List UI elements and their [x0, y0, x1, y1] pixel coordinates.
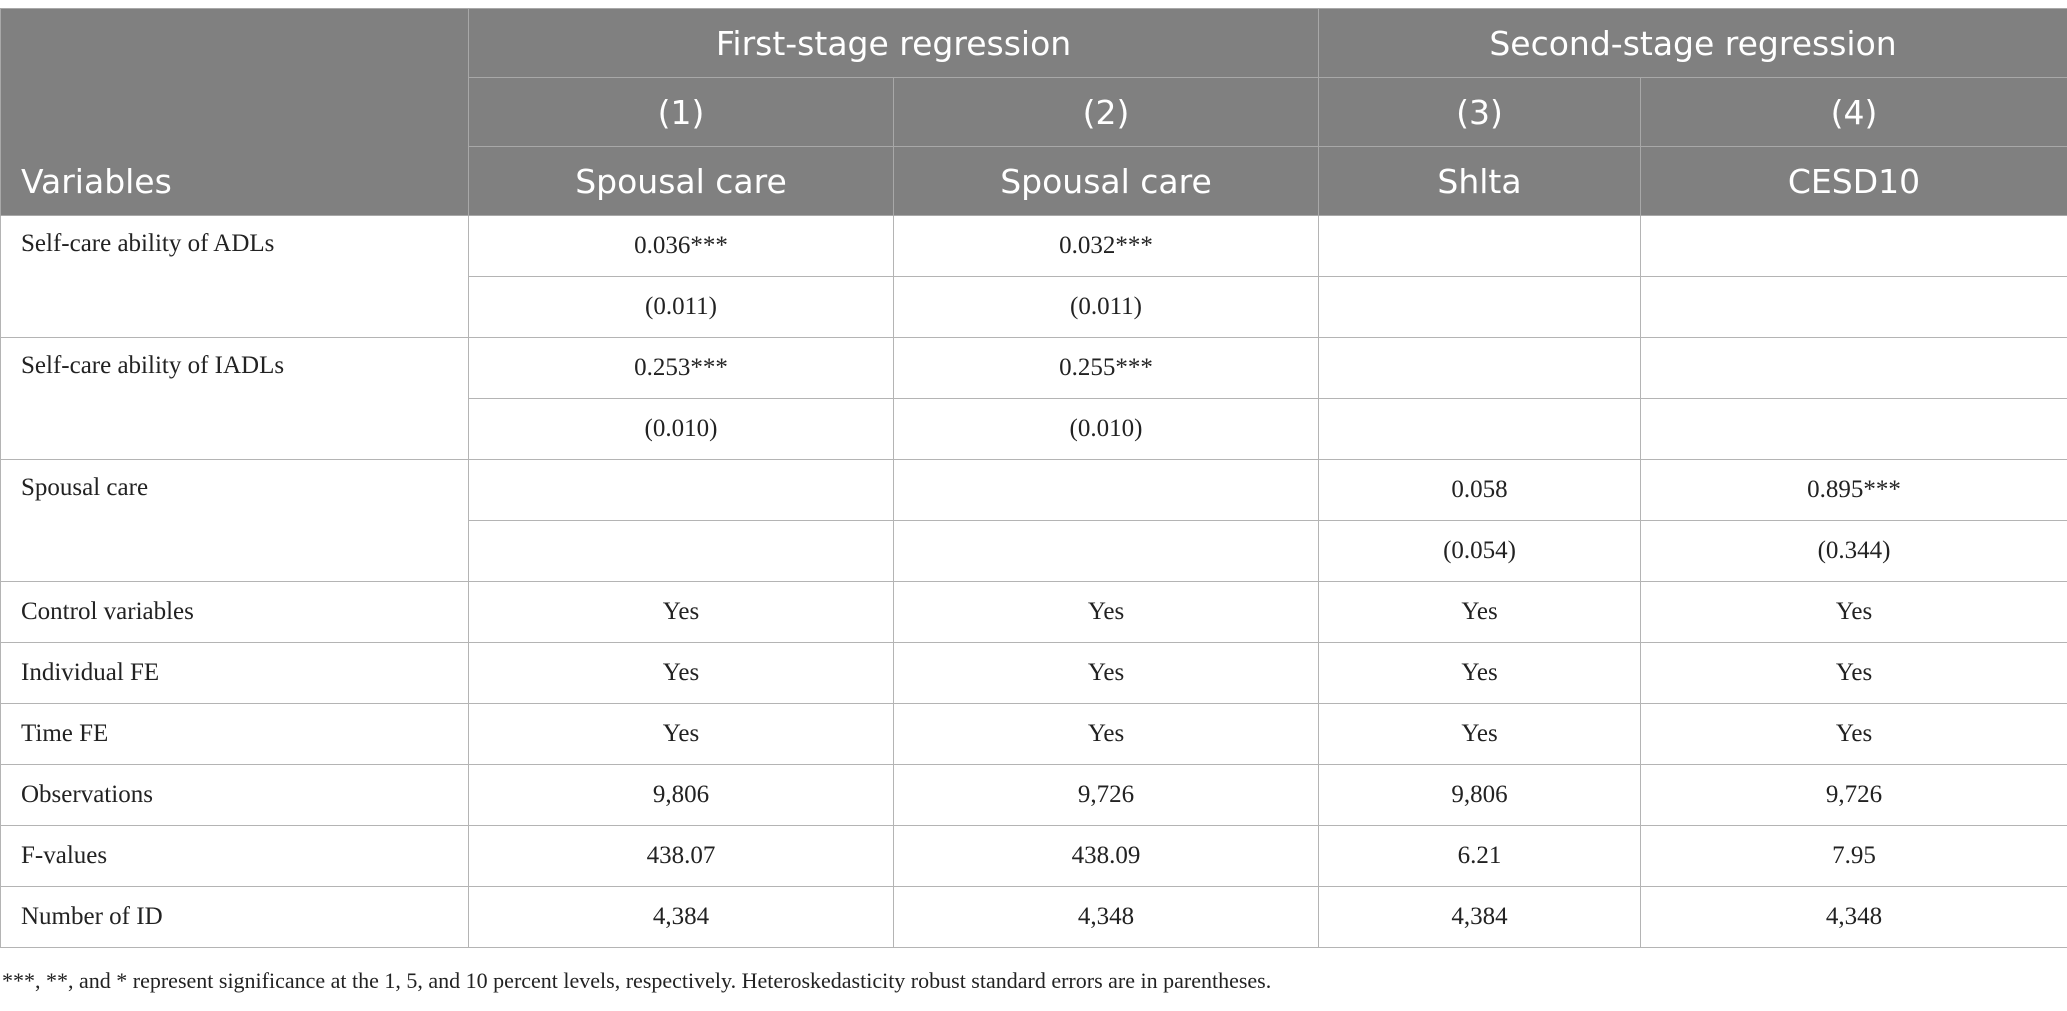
cell-iadl-se-4 [1641, 399, 2067, 460]
cell-obs-4: 9,726 [1641, 765, 2067, 826]
cell-adl-se-2: (0.011) [894, 277, 1319, 338]
table-row [1, 582, 2067, 643]
col-number-2: (2) [894, 78, 1319, 147]
row-label-number-of-id: Number of ID [1, 887, 469, 948]
cell-timefe-1: Yes [469, 704, 894, 765]
cell-indfe-4: Yes [1641, 643, 2067, 704]
first-stage-header: First-stage regression [469, 9, 1319, 78]
cell-spousal-coef-1 [469, 460, 894, 521]
cell-spousal-se-3: (0.054) [1319, 521, 1641, 582]
table-footnote: ***, **, and * represent significance at the 1, 5, and 10 percent levels, respectively. Heteroskedasticity robust standard errors are in parentheses. [2, 968, 1272, 993]
table-row [1, 887, 2067, 948]
cell-fval-3: 6.21 [1319, 826, 1641, 887]
cell-spousal-se-2 [894, 521, 1319, 582]
cell-spousal-coef-3: 0.058 [1319, 460, 1641, 521]
dep-var-1: Spousal care [469, 147, 894, 216]
cell-adl-coef-1: 0.036*** [469, 216, 894, 277]
row-label-controls: Control variables [1, 582, 469, 643]
cell-adl-se-3 [1319, 277, 1641, 338]
cell-obs-3: 9,806 [1319, 765, 1641, 826]
cell-controls-4: Yes [1641, 582, 2067, 643]
col-number-4: (4) [1641, 78, 2067, 147]
cell-iadl-coef-1: 0.253*** [469, 338, 894, 399]
cell-adl-coef-4 [1641, 216, 2067, 277]
cell-iadl-coef-3 [1319, 338, 1641, 399]
cell-nid-2: 4,348 [894, 887, 1319, 948]
table-row [1, 338, 2067, 399]
cell-iadl-se-1: (0.010) [469, 399, 894, 460]
cell-adl-se-1: (0.011) [469, 277, 894, 338]
table-header [1, 9, 2067, 216]
cell-iadl-coef-2: 0.255*** [894, 338, 1319, 399]
table-row [1, 216, 2067, 277]
table-row [1, 765, 2067, 826]
dep-var-2: Spousal care [894, 147, 1319, 216]
cell-spousal-se-1 [469, 521, 894, 582]
cell-timefe-3: Yes [1319, 704, 1641, 765]
cell-adl-coef-2: 0.032*** [894, 216, 1319, 277]
cell-timefe-4: Yes [1641, 704, 2067, 765]
cell-indfe-2: Yes [894, 643, 1319, 704]
row-label-iadl: Self-care ability of IADLs [1, 338, 469, 460]
cell-fval-2: 438.09 [894, 826, 1319, 887]
cell-iadl-se-2: (0.010) [894, 399, 1319, 460]
cell-timefe-2: Yes [894, 704, 1319, 765]
table-row [1, 460, 2067, 521]
cell-iadl-se-3 [1319, 399, 1641, 460]
cell-adl-se-4 [1641, 277, 2067, 338]
header-row-groups [1, 9, 2067, 78]
cell-iadl-coef-4 [1641, 338, 2067, 399]
cell-nid-1: 4,384 [469, 887, 894, 948]
cell-controls-2: Yes [894, 582, 1319, 643]
cell-nid-3: 4,384 [1319, 887, 1641, 948]
col-number-1: (1) [469, 78, 894, 147]
col-number-3: (3) [1319, 78, 1641, 147]
table-body [1, 216, 2067, 948]
cell-indfe-1: Yes [469, 643, 894, 704]
cell-spousal-coef-2 [894, 460, 1319, 521]
row-label-fvalues: F-values [1, 826, 469, 887]
row-label-timefe: Time FE [1, 704, 469, 765]
cell-nid-4: 4,348 [1641, 887, 2067, 948]
table-row [1, 704, 2067, 765]
cell-spousal-se-4: (0.344) [1641, 521, 2067, 582]
cell-indfe-3: Yes [1319, 643, 1641, 704]
cell-obs-2: 9,726 [894, 765, 1319, 826]
dep-var-4: CESD10 [1641, 147, 2067, 216]
row-label-observations: Observations [1, 765, 469, 826]
cell-controls-1: Yes [469, 582, 894, 643]
row-label-indfe: Individual FE [1, 643, 469, 704]
table-row [1, 643, 2067, 704]
cell-fval-1: 438.07 [469, 826, 894, 887]
variables-header: Variables [1, 9, 469, 216]
second-stage-header: Second-stage regression [1319, 9, 2067, 78]
cell-obs-1: 9,806 [469, 765, 894, 826]
dep-var-3: Shlta [1319, 147, 1641, 216]
cell-adl-coef-3 [1319, 216, 1641, 277]
table-row [1, 826, 2067, 887]
row-label-spousal: Spousal care [1, 460, 469, 582]
cell-controls-3: Yes [1319, 582, 1641, 643]
regression-table [0, 8, 2067, 948]
row-label-adl: Self-care ability of ADLs [1, 216, 469, 338]
cell-spousal-coef-4: 0.895*** [1641, 460, 2067, 521]
cell-fval-4: 7.95 [1641, 826, 2067, 887]
